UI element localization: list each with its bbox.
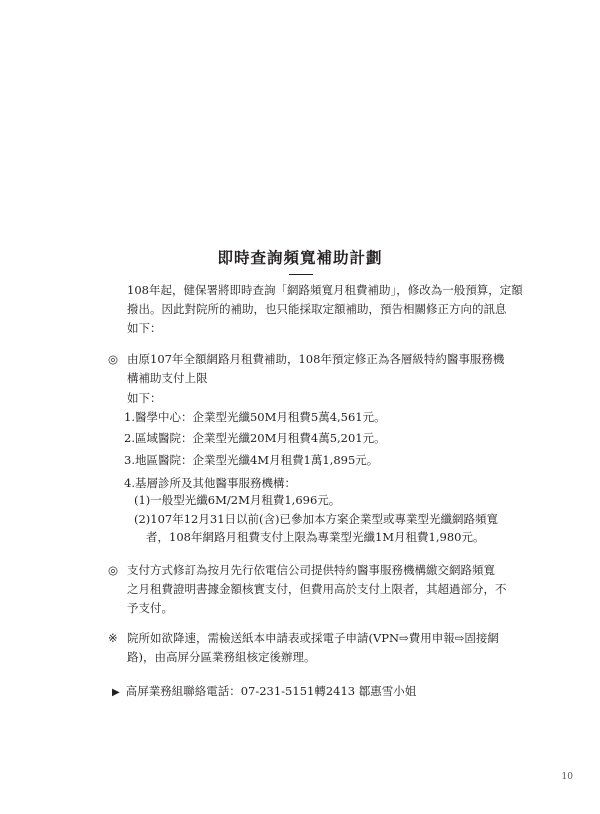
contact-text: 高屏業務組聯絡電話：07-231-5151轉2413 鄒惠雪小姐 xyxy=(125,684,417,698)
list-item: 3.地區醫院：企業型光纖4M月租費1萬1,895元。 xyxy=(124,453,379,467)
triangle-right-icon: ▶ xyxy=(112,687,120,698)
double-circle-bullet-icon: ◎ xyxy=(108,563,119,577)
section-line: 由原107年全額網路月租費補助，108年預定修正為各層級特約醫事服務機 xyxy=(127,352,505,366)
section-payment-method xyxy=(108,561,507,618)
list-item: 2.區域醫院：企業型光纖20M月租費4萬5,201元。 xyxy=(124,431,386,445)
title-underline xyxy=(289,274,313,275)
page-title: 即時查詢頻寬補助計劃 xyxy=(217,248,383,267)
section-line: 院所如欲降速，需檢送紙本申請表或採電子申請(VPN⇨費用申報⇨固接網 xyxy=(127,631,499,645)
section-line: 予支付。 xyxy=(127,601,173,615)
intro-paragraph xyxy=(127,281,523,338)
contact-line xyxy=(112,682,416,702)
intro-line: 如下： xyxy=(127,321,162,335)
sub-list-item: (1)一般型光纖6M/2M月租費1,696元。 xyxy=(134,493,341,507)
section-speed-reduction xyxy=(108,629,499,667)
page-number: 10 xyxy=(561,772,573,782)
section-line: 構補助支付上限 xyxy=(127,371,208,385)
section-howto: 如下： xyxy=(127,391,162,405)
intro-line: 撥出。因此對院所的補助，也只能採取定額補助，預告相關修正方向的訊息 xyxy=(127,302,507,316)
section-line: 路)，由高屏分區業務組核定後辦理。 xyxy=(127,650,316,664)
list-item: 4.基層診所及其他醫事服務機構： xyxy=(124,476,296,490)
intro-line: 108年起，健保署將即時查詢「網路頻寬月租費補助」，修改為一般預算，定額 xyxy=(127,283,523,297)
sub-list-item: (2)107年12月31日以前(含)已參加本方案企業型或專業型光纖網路頻寬 xyxy=(134,512,498,526)
double-circle-bullet-icon: ◎ xyxy=(108,352,119,366)
section-line: 支付方式修訂為按月先行依電信公司提供特約醫事服務機構繳交網路頻寬 xyxy=(127,563,495,577)
section-subsidy-cap xyxy=(108,350,505,388)
section-line: 之月租費證明書據金額核實支付，但費用高於支付上限者，其超過部分，不 xyxy=(127,582,507,596)
sub-list-item: 者，108年網路月租費支付上限為專業型光纖1M月租費1,980元。 xyxy=(146,530,485,544)
list-item: 1.醫學中心：企業型光纖50M月租費5萬4,561元。 xyxy=(124,410,386,424)
reference-mark-icon: ※ xyxy=(108,631,118,645)
